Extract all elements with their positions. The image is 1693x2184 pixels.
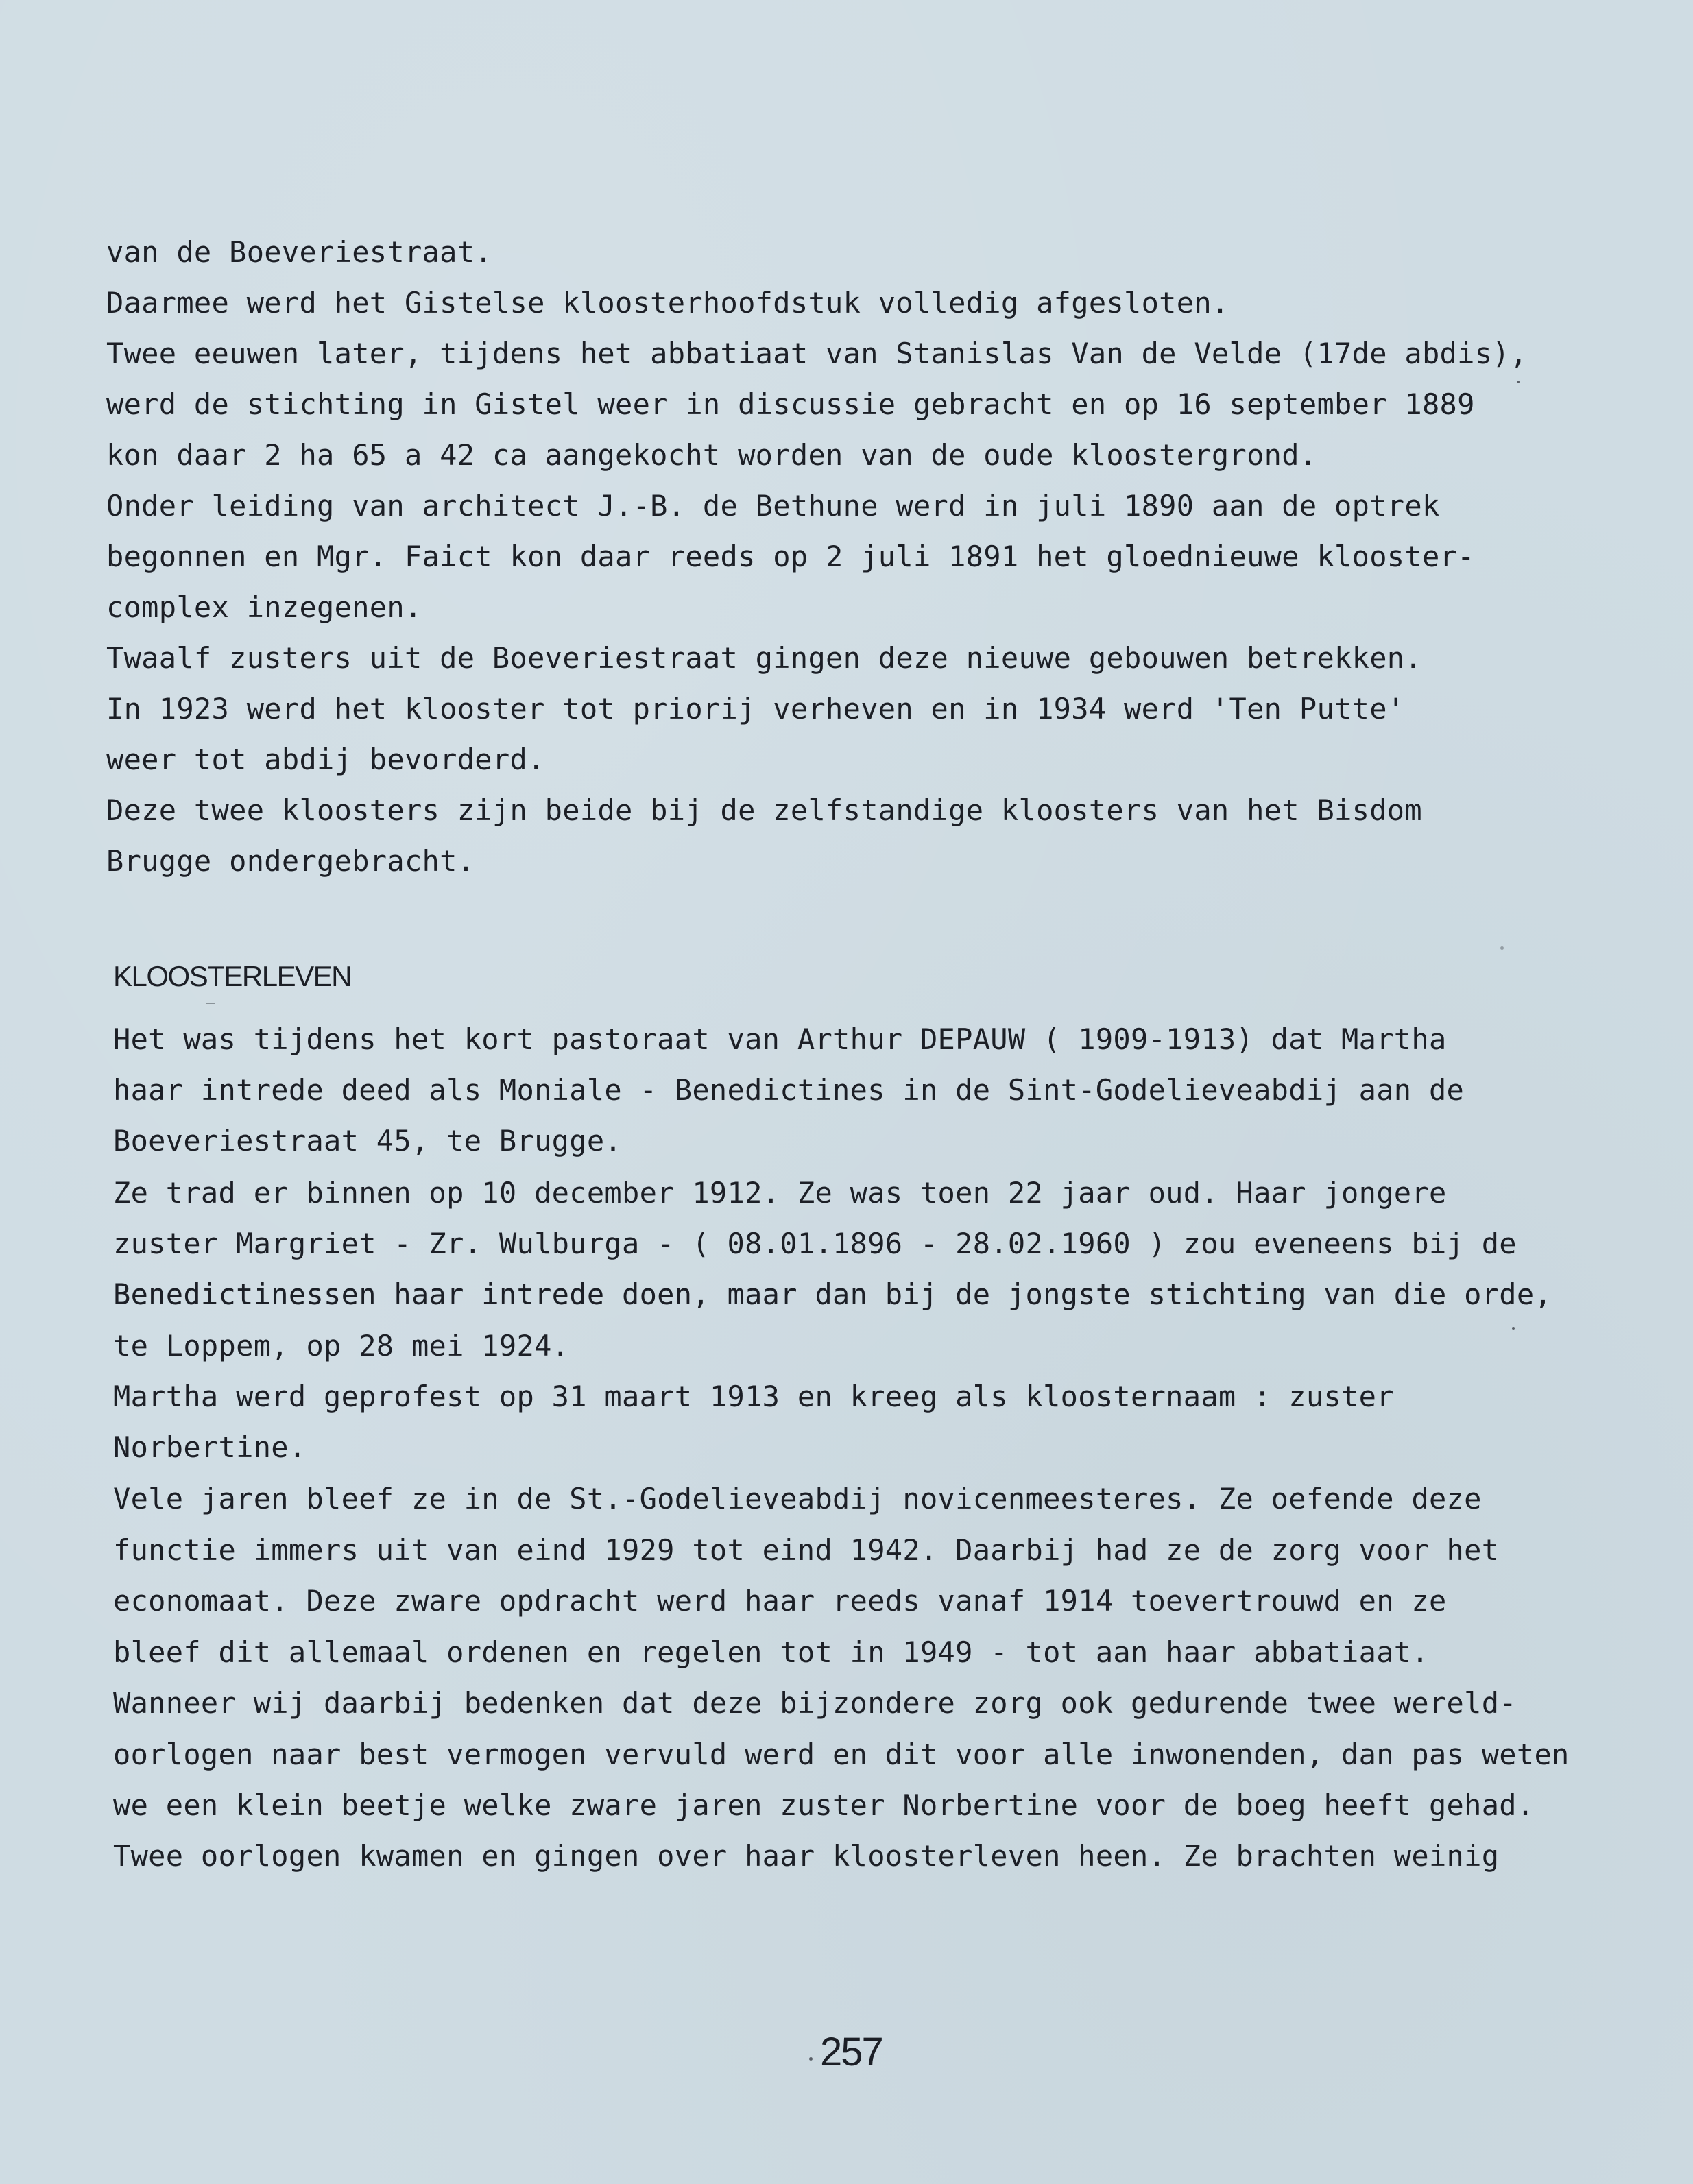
page-number: 257 xyxy=(820,2030,882,2074)
text-line: Twee eeuwen later, tijdens het abbatiaat van Stanislas Van de Velde (17de abdis), xyxy=(106,337,1528,370)
text-line: Boeveriestraat 45, te Brugge. xyxy=(113,1124,622,1157)
scan-speck xyxy=(1517,381,1520,383)
text-line: Martha werd geprofest op 31 maart 1913 en kreeg als kloosternaam : zuster xyxy=(113,1380,1394,1413)
text-line: kon daar 2 ha 65 a 42 ca aangekocht worden van de oude kloostergrond. xyxy=(106,438,1317,472)
text-line: Benedictinessen haar intrede doen, maar dan bij de jongste stichting van die orde, xyxy=(113,1277,1552,1311)
text-line: In 1923 werd het klooster tot priorij verheven en in 1934 werd 'Ten Putte' xyxy=(106,692,1405,725)
text-line: Deze twee kloosters zijn beide bij de zelfstandige kloosters van het Bisdom xyxy=(106,793,1422,827)
text-line: Ze trad er binnen op 10 december 1912. Ze was toen 22 jaar oud. Haar jongere xyxy=(113,1176,1447,1210)
text-line: Norbertine. xyxy=(113,1430,307,1464)
text-line: werd de stichting in Gistel weer in discussie gebracht en op 16 september 1889 xyxy=(106,387,1475,421)
text-line: haar intrede deed als Moniale - Benedictines in de Sint-Godelieveabdij aan de xyxy=(113,1073,1465,1107)
text-line: Daarmee werd het Gistelse kloosterhoofdstuk volledig afgesloten. xyxy=(106,286,1229,320)
scan-speck xyxy=(206,1003,215,1004)
text-line: Onder leiding van architect J.-B. de Bethune werd in juli 1890 aan de optrek xyxy=(106,489,1440,523)
text-line: functie immers uit van eind 1929 tot eind 1942. Daarbij had ze de zorg voor het xyxy=(113,1533,1500,1567)
text-line: we een klein beetje welke zware jaren zuster Norbertine voor de boeg heeft gehad. xyxy=(113,1788,1535,1822)
section-heading: KLOOSTERLEVEN xyxy=(113,960,351,992)
text-line: zuster Margriet - Zr. Wulburga - ( 08.01.1896 - 28.02.1960 ) zou eveneens bij de xyxy=(113,1227,1517,1260)
scan-speck xyxy=(1512,1327,1515,1330)
text-line: Twaalf zusters uit de Boeveriestraat gingen deze nieuwe gebouwen betrekken. xyxy=(106,641,1422,675)
text-line: oorlogen naar best vermogen vervuld werd en dit voor alle inwonenden, dan pas weten xyxy=(113,1738,1570,1771)
text-line: van de Boeveriestraat. xyxy=(106,235,492,269)
text-line: Vele jaren bleef ze in de St.-Godelieveabdij novicenmeesteres. Ze oefende deze xyxy=(113,1482,1482,1515)
text-line: weer tot abdij bevorderd. xyxy=(106,743,545,776)
text-line: Brugge ondergebracht. xyxy=(106,844,475,878)
text-line: bleef dit allemaal ordenen en regelen tot in 1949 - tot aan haar abbatiaat. xyxy=(113,1635,1429,1669)
text-line: Twee oorlogen kwamen en gingen over haar kloosterleven heen. Ze brachten weinig xyxy=(113,1839,1500,1873)
text-line: te Loppem, op 28 mei 1924. xyxy=(113,1329,570,1363)
text-line: complex inzegenen. xyxy=(106,590,422,624)
scan-speck xyxy=(1500,946,1504,950)
text-line: Het was tijdens het kort pastoraat van Arthur DEPAUW ( 1909-1913) dat Martha xyxy=(113,1022,1447,1056)
text-line: economaat. Deze zware opdracht werd haar reeds vanaf 1914 toevertrouwd en ze xyxy=(113,1584,1447,1618)
text-line: Wanneer wij daarbij bedenken dat deze bijzondere zorg ook gedurende twee wereld- xyxy=(113,1686,1517,1720)
scan-speck xyxy=(809,2057,813,2061)
text-line: begonnen en Mgr. Faict kon daar reeds op 2 juli 1891 het gloednieuwe klooster- xyxy=(106,540,1475,573)
